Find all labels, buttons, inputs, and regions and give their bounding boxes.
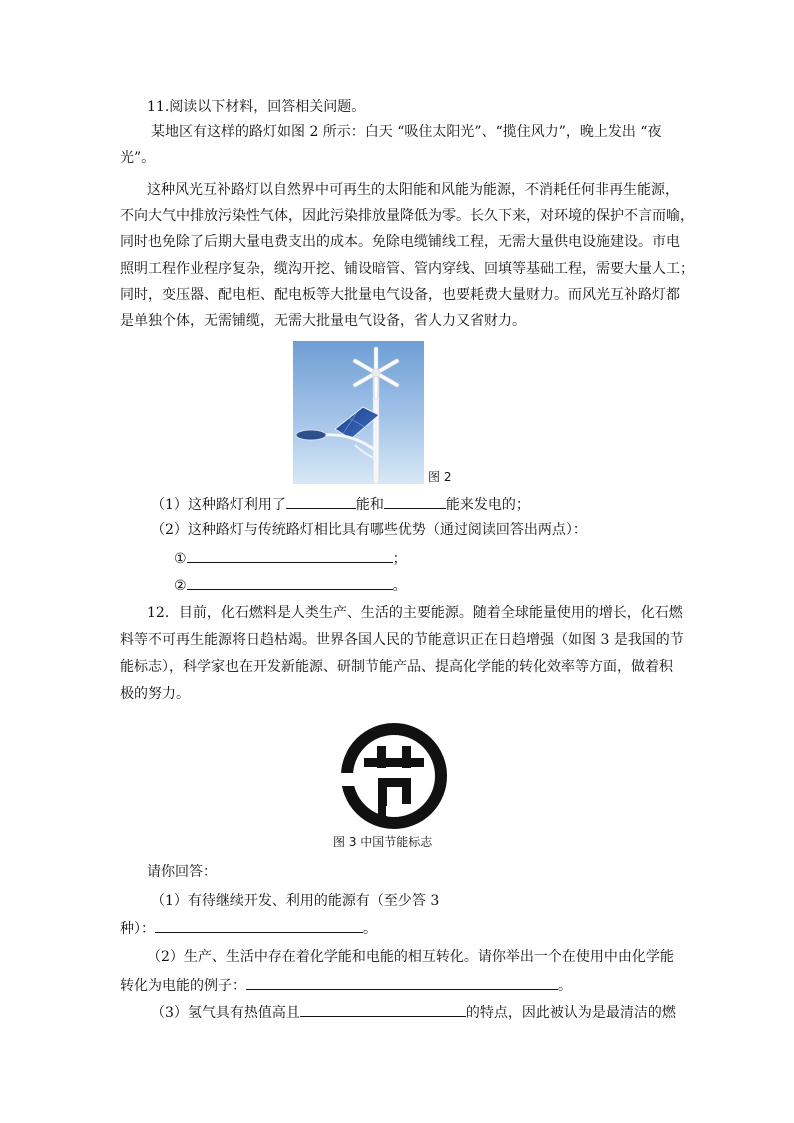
answer-blank[interactable] (155, 918, 363, 933)
q12-sub2-line-2 (120, 975, 572, 996)
q11-sub1-text-a: （1）这种路灯利用了 (151, 497, 286, 513)
q11-sub1 (151, 494, 530, 515)
q12-para-line: 能标志），科学家也在开发新能源、研制节能产品、提高化学能的转化效率等方面，做着积 (120, 659, 673, 675)
q11-sub1-text-b: 能和 (355, 497, 384, 513)
energy-saving-logo (340, 722, 448, 830)
q12-prompt: 请你回答： (147, 864, 217, 880)
punctuation: 。 (363, 921, 377, 937)
q11-intro-line-1: 某地区有这样的路灯如图 2 所示：白天 “吸住太阳光”、“揽住风力”，晚上发出 “夜 (151, 124, 662, 140)
q12-para-line: 极的努力。 (120, 686, 190, 702)
answer-blank[interactable] (300, 1002, 466, 1017)
answer-blank[interactable] (187, 575, 393, 590)
q11-answer-2 (174, 575, 407, 596)
answer-blank[interactable] (384, 494, 446, 509)
punctuation: 。 (392, 578, 407, 594)
q11-para-line: 是单独个体，无需铺缆，无需大批量电气设备，省人力又省财力。 (120, 313, 526, 329)
punctuation: ； (392, 551, 407, 567)
q12-sub1-text: 种）： (120, 921, 155, 937)
q12-para-line: 12．目前，化石燃料是人类生产、生活的主要能源。随着全球能量使用的增长，化石燃 (147, 605, 683, 621)
q11-title: 11.阅读以下材料，回答相关问题。 (147, 99, 366, 115)
q12-sub3-text-b: 的特点，因此被认为是最清洁的燃 (465, 1005, 676, 1021)
street-lamp-photo (293, 341, 424, 484)
answer-blank[interactable] (246, 975, 558, 990)
figure-2-caption: 图 2 (428, 470, 452, 484)
answer-blank[interactable] (286, 494, 356, 509)
q12-sub3 (151, 1002, 676, 1023)
q11-answer-1 (174, 548, 407, 569)
q11-para-line: 这种风光互补路灯以自然界中可再生的太阳能和风能为能源，不消耗任何非再生能源， (147, 182, 679, 198)
q11-para-line: 同时，变压器、配电柜、配电板等大批量电气设备，也要耗费大量财力。而风光互补路灯都 (120, 287, 680, 303)
q12-para-line: 料等不可再生能源将日趋枯竭。世界各国人民的节能意识正在日趋增强（如图 3 是我国的节 (120, 632, 684, 648)
q11-para-line: 照明工程作业程序复杂，缆沟开挖、铺设暗管、管内穿线、回填等基础工程，需要大量人工； (120, 261, 694, 277)
q11-sub1-text-c: 能来发电的； (445, 497, 530, 513)
q11-intro-line-2: 光”。 (120, 150, 156, 166)
q11-sub2: （2）这种路灯与传统路灯相比具有哪些优势（通过阅读回答出两点）： (151, 522, 587, 538)
q12-sub2-line-1: （2）生产、生活中存在着化学能和电能的相互转化。请你举出一个在使用中由化学能 (147, 949, 674, 965)
punctuation: 。 (558, 978, 572, 994)
answer-blank[interactable] (187, 548, 393, 563)
q11-para-line: 同时也免除了后期大量电费支出的成本。免除电缆铺线工程，无需大量供电设施建设。市电 (120, 234, 680, 250)
circled-number-2: ② (174, 578, 187, 594)
q12-sub1-line-2 (120, 918, 377, 939)
q12-sub3-text-a: （3）氢气具有热值高且 (151, 1005, 300, 1021)
figure-3-caption: 图 3 中国节能标志 (333, 835, 433, 849)
circled-number-1: ① (174, 551, 187, 567)
q12-sub1-line-1: （1）有待继续开发、利用的能源有（至少答 3 (151, 893, 440, 909)
q12-sub2-text: 转化为电能的例子： (120, 978, 246, 994)
q11-para-line: 不向大气中排放污染性气体，因此污染排放量降低为零。长久下来，对环境的保护不言而喻， (120, 208, 694, 224)
